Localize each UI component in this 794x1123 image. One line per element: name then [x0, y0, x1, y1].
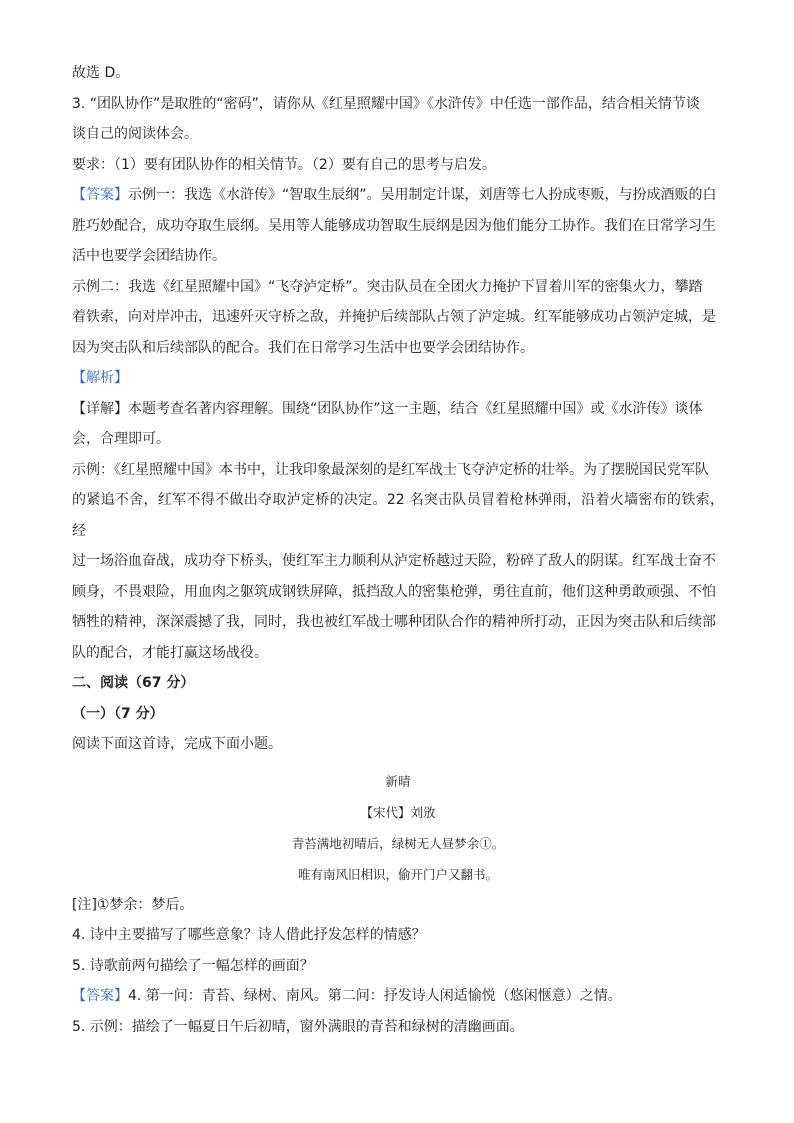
text-line: 谈自己的阅读体会。 [72, 126, 198, 142]
text-line: 故选 D。 [72, 65, 130, 81]
poem-line: 青苔满地初晴后，绿树无人昼梦余①。 [291, 835, 505, 851]
detail-tag: 【详解】 [72, 400, 128, 417]
text-line: 的紧追不舍，红军不得不做出夺取泸定桥的决定。22 名突击队员冒着枪林弹雨，沿着火墙密布的铁索，经 [72, 492, 724, 539]
answer-text: 示例一：我选《水浒传》“智取生辰纲”。吴用制定计谋，刘唐等七人扮成枣贩，与扮成酒贩的白 [128, 187, 717, 203]
detail-line [72, 394, 724, 425]
poem-title: 新晴 [385, 773, 411, 789]
subsection-heading: （一）（7 分） [72, 705, 164, 722]
text-line: 示例：《红星照耀中国》本书中，让我印象最深刻的是红军战士飞夺泸定桥的壮举。为了摆脱国民党军队 [72, 461, 709, 478]
poem-line: 唯有南风旧相识，偷开门户又翻书。 [297, 866, 498, 882]
text-line: 顾身，不畏艰险，用血肉之躯筑成钢铁屏障，抵挡敌人的密集枪弹，勇往直前，他们这种勇敢顽强、不怕 [72, 583, 716, 600]
question-4: 4. 诗中主要描写了哪些意象？诗人借此抒发怎样的情感？ [72, 927, 426, 943]
text-line: 着铁索，向对岸冲击，迅速歼灭守桥之敌，并掩护后续部队占领了泸定城。红军能够成功占领泸定城，是 [72, 309, 716, 325]
analysis-tag: 【解析】 [72, 370, 128, 386]
poem-author: 【宋代】刘攽 [360, 804, 436, 820]
answer-line [72, 981, 724, 1012]
document-page [72, 58, 724, 1042]
question-5: 5. 诗歌前两句描绘了一幅怎样的画面？ [72, 957, 314, 974]
text-line: 过一场浴血奋战，成功夺下桥头，使红军主力顺利从泸定桥越过天险，粉碎了敌人的阴谋。红军战士奋不 [72, 553, 716, 569]
answer-line [72, 180, 724, 211]
instruction: 阅读下面这首诗，完成下面小题。 [72, 736, 282, 752]
text-line: 会，合理即可。 [72, 431, 170, 447]
answer-tag: 【答案】 [72, 187, 128, 203]
answer-tag: 【答案】 [72, 988, 128, 1004]
text-line: 因为突击队和后续部队的配合。我们在日常学习生活中也要学会团结协作。 [72, 339, 534, 356]
text-line: 示例二：我选《红星照耀中国》“飞夺泸定桥”。突击队员在全团火力掩护下冒着川军的密集火力，攀踏 [72, 278, 703, 295]
question-3: 3. “团队协作”是取胜的“密码”，请你从《红星照耀中国》《水浒传》中任选一部作品，结合相关情节谈 [72, 95, 700, 112]
text-line: 胜巧妙配合，成功夺取生辰纲。吴用等人能够成功智取生辰纲是因为他们能分工协作。我们在日常学习生 [72, 217, 716, 234]
detail-text: 本题考查名著内容理解。围绕“团队协作”这一主题，结合《红星照耀中国》或《水浒传》谈体 [128, 400, 703, 417]
requirements: 要求：（1）要有团队协作的相关情节。（2）要有自己的思考与启发。 [72, 156, 496, 173]
text-line: 活中也要学会团结协作。 [72, 248, 226, 264]
text-line: 牺牲的精神，深深震撼了我，同时，我也被红军战士哪种团队合作的精神所打动，正因为突击队和后续部 [72, 614, 716, 630]
section-heading: 二、阅读（67 分） [72, 675, 195, 691]
text-line: 队的配合，才能打赢这场战役。 [72, 644, 268, 661]
answer-5: 5. 示例：描绘了一幅夏日午后初晴，窗外满眼的青苔和绿树的清幽画面。 [72, 1018, 524, 1035]
footnote: [注]①梦余：梦后。 [72, 896, 194, 913]
answer-text: 4. 第一问：青苔、绿树、南风。第二问：抒发诗人闲适愉悦（悠闲惬意）之情。 [128, 988, 622, 1004]
